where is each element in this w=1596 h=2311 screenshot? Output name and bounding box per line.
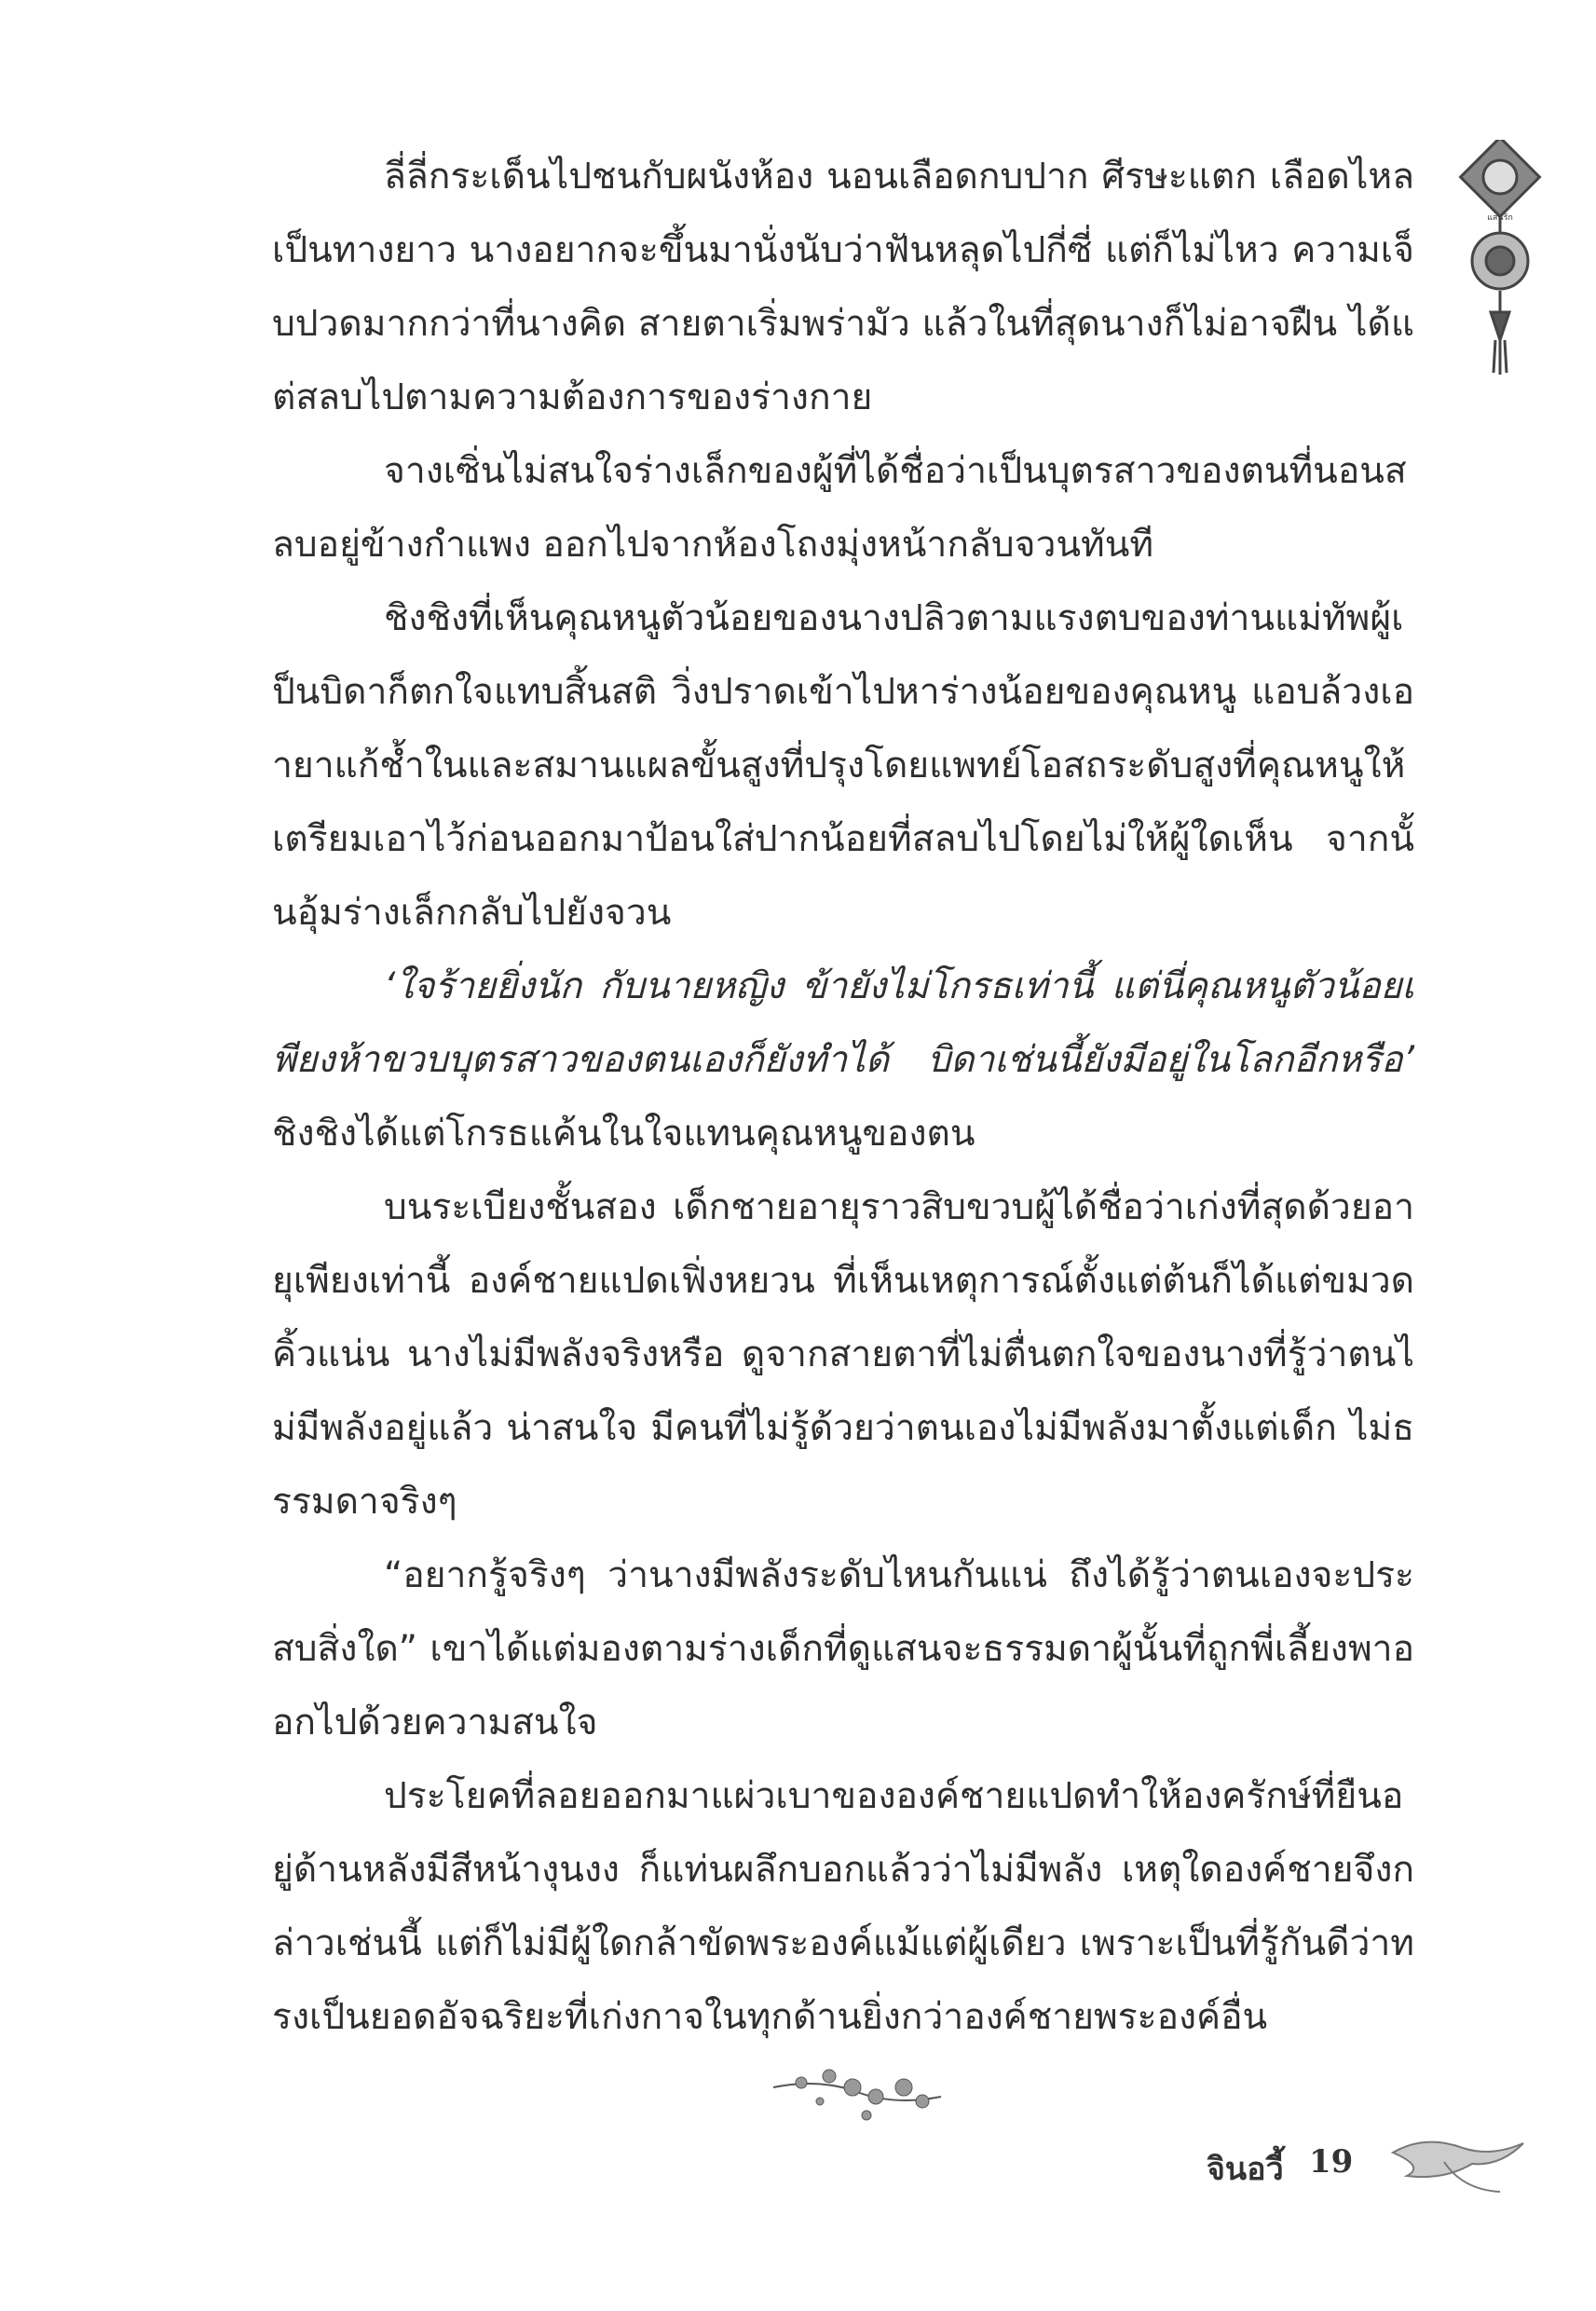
paragraph: จางเซิ่นไม่สนใจร่างเล็กของผู้ที่ได้ชื่อว่าเป็นบุตรสาวของตนที่นอนสลบอยู่ข้างกำแพง ออกไปจากห้องโถงมุ่งหน้ากลับจวนทันที: [272, 450, 1407, 566]
body-text: [272, 140, 1414, 2054]
page-number: 19: [1309, 2143, 1354, 2181]
flying-crane-icon: [1388, 2125, 1528, 2199]
svg-text:แสนรัก: แสนรัก: [1487, 213, 1513, 223]
corner-emblem-icon: [1453, 140, 1547, 382]
paragraph: “อยากรู้จริงๆ ว่านางมีพลังระดับไหนกันแน่ ถึงได้รู้ว่าตนเองจะประสบสิ่งใด” เขาได้แต่มองตามร่างเด็กที่ดูแสนจะธรรมดาผู้นั้นที่ถูกพี่เลี้ยงพาออกไปด้วยความสนใจ: [272, 1554, 1414, 1744]
footer-author: จินอวี้: [1207, 2151, 1284, 2188]
italic-thought: ‘ใจร้ายยิ่งนัก กับนายหญิง ข้ายังไม่โกรธเท่านี้ แต่นี่คุณหนูตัวน้อยเพียงห้าขวบบุตรสาวของตนเองก็ยังทำได้ บิดาเช่นนี้ยังมีอยู่ในโลกอีกหรือ’: [272, 965, 1414, 1081]
paragraph: ประโยคที่ลอยออกมาแผ่วเบาขององค์ชายแปดทำให้องครักษ์ที่ยืนอยู่ด้านหลังมีสีหน้างุนงง ก็แท่นผลึกบอกแล้วว่าไม่มีพลัง เหตุใดองค์ชายจึงกล่าวเช่นนี้ แต่ก็ไม่มีผู้ใดกล้าขัดพระองค์แม้แต่ผู้เดียว เพราะเป็นที่รู้กันดีว่าทรงเป็นยอดอัจฉริยะที่เก่งกาจในทุกด้านยิ่งกว่าองค์ชายพระองค์อื่น: [272, 1775, 1414, 2038]
paragraph-tail: ชิงชิงได้แต่โกรธแค้นในใจแทนคุณหนูของตน: [272, 1113, 975, 1155]
plum-blossom-ornament-icon: [764, 2050, 950, 2134]
paragraph: [272, 950, 1414, 1170]
paragraph: บนระเบียงชั้นสอง เด็กชายอายุราวสิบขวบผู้ได้ชื่อว่าเก่งที่สุดด้วยอายุเพียงเท่านี้ องค์ชายแปดเฟิ่งหยวน ที่เห็นเหตุการณ์ตั้งแต่ต้นก็ได้แต่ขมวดคิ้วแน่น นางไม่มีพลังจริงหรือ ดูจากสายตาที่ไม่ตื่นตกใจของนางที่รู้ว่าตนไม่มีพลังอยู่แล้ว น่าสนใจ มีคนที่ไม่รู้ด้วยว่าตนเองไม่มีพลังมาตั้งแต่เด็ก ไม่ธรรมดาจริงๆ: [272, 1186, 1414, 1523]
paragraph: ลี่ลี่กระเด็นไปชนกับผนังห้อง นอนเลือดกบปาก ศีรษะแตก เลือดไหลเป็นทางยาว นางอยากจะขึ้นมานั่งนับว่าฟันหลุดไปกี่ซี่ แต่ก็ไม่ไหว ความเจ็บปวดมากกว่าที่นางคิด สายตาเริ่มพร่ามัว แล้วในที่สุดนางก็ไม่อาจฝืน ได้แต่สลบไปตามความต้องการของร่างกาย: [272, 156, 1414, 418]
paragraph: ชิงชิงที่เห็นคุณหนูตัวน้อยของนางปลิวตามแรงตบของท่านแม่ทัพผู้เป็นบิดาก็ตกใจแทบสิ้นสติ วิ่งปราดเข้าไปหาร่างน้อยของคุณหนู แอบล้วงเอายาแก้ช้ำในและสมานแผลขั้นสูงที่ปรุงโดยแพทย์โอสถระดับสูงที่คุณหนูให้เตรียมเอาไว้ก่อนออกมาป้อนใส่ปากน้อยที่สลบไปโดยไม่ให้ผู้ใดเห็น จากนั้นอุ้มร่างเล็กกลับไปยังจวน: [272, 597, 1414, 934]
